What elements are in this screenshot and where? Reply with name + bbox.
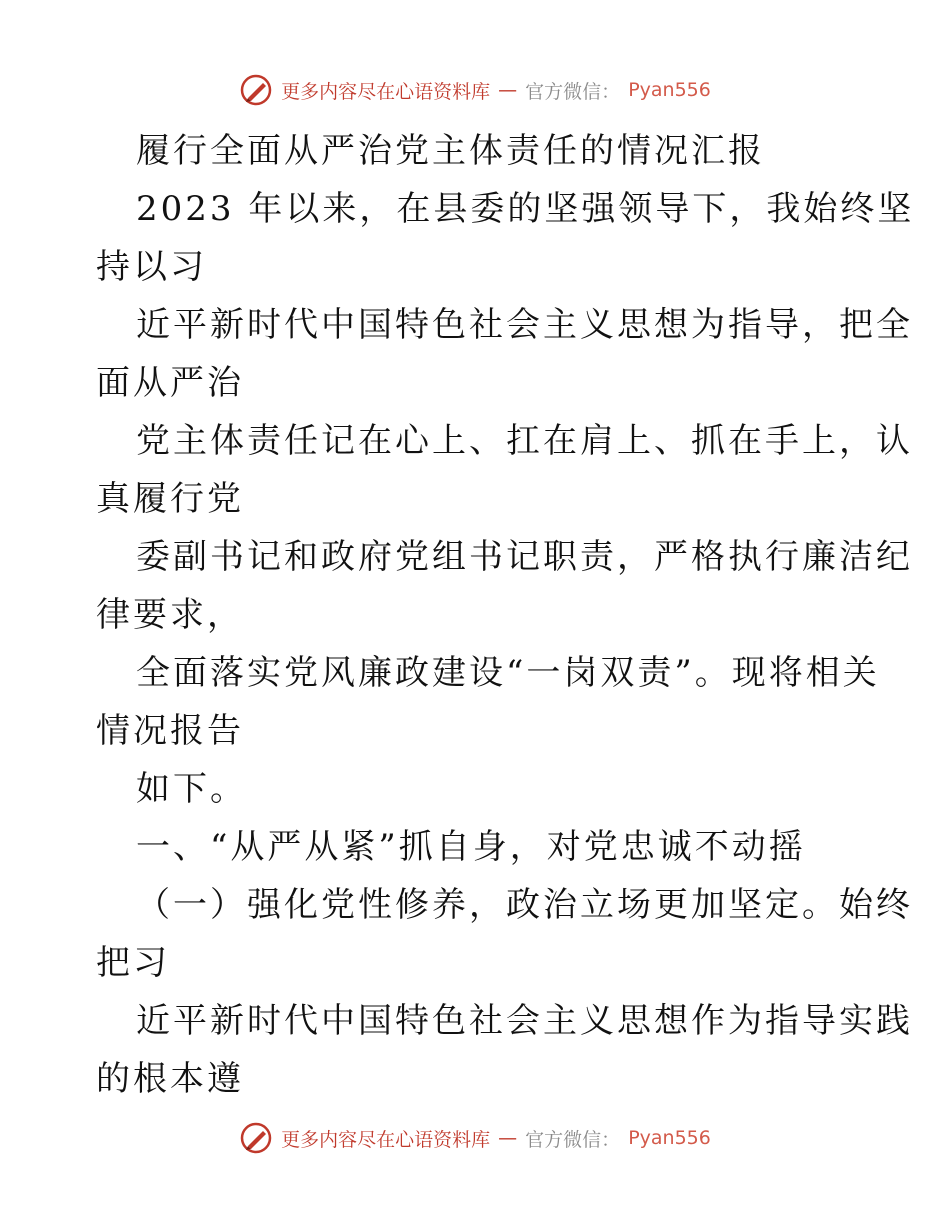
section-heading: 一、“从严从紧”抓自身，对党忠诚不动摇 — [136, 827, 806, 867]
watermark-text: 更多内容尽在心语资料库 — [281, 1128, 491, 1151]
pen-logo-icon — [239, 73, 273, 107]
watermark-handle: Pyan556 — [628, 79, 711, 101]
paragraph-line: 委副书记和政府党组书记职责，严格执行廉洁纪 — [136, 537, 913, 577]
paragraph-line: 的根本遵 — [96, 1059, 244, 1099]
watermark-label: 官方微信： — [525, 80, 621, 103]
watermark-label: 官方微信： — [525, 1128, 621, 1151]
paragraph-line: 全面落实党风廉政建设“一岗双责”。现将相关 — [136, 653, 880, 693]
paragraph-line: 真履行党 — [96, 479, 244, 519]
paragraph-line: 情况报告 — [96, 711, 244, 751]
watermark-text: 更多内容尽在心语资料库 — [281, 80, 491, 103]
watermark-footer — [0, 1118, 950, 1158]
pen-logo-icon — [239, 1121, 273, 1155]
paragraph-line: 近平新时代中国特色社会主义思想作为指导实践 — [136, 1001, 913, 1041]
paragraph-line: 持以习 — [96, 247, 207, 287]
paragraph-line: 如下。 — [136, 769, 247, 809]
paragraph-line: 律要求， — [96, 595, 244, 635]
paragraph-line: 面从严治 — [96, 363, 244, 403]
paragraph-line: 近平新时代中国特色社会主义思想为指导，把全 — [136, 305, 913, 345]
paragraph-line: 党主体责任记在心上、扛在肩上、抓在手上，认 — [136, 421, 913, 461]
watermark-header — [0, 70, 950, 110]
paragraph-line: 把习 — [96, 943, 170, 983]
document-body — [96, 122, 915, 1108]
watermark-separator: — — [498, 1127, 518, 1149]
doc-title: 履行全面从严治党主体责任的情况汇报 — [136, 131, 765, 171]
watermark-separator: — — [498, 79, 518, 101]
paragraph-line: 2023 年以来，在县委的坚强领导下，我始终坚 — [136, 189, 915, 229]
watermark-handle: Pyan556 — [628, 1127, 711, 1149]
subsection-heading: （一）强化党性修养，政治立场更加坚定。始终 — [136, 885, 913, 925]
